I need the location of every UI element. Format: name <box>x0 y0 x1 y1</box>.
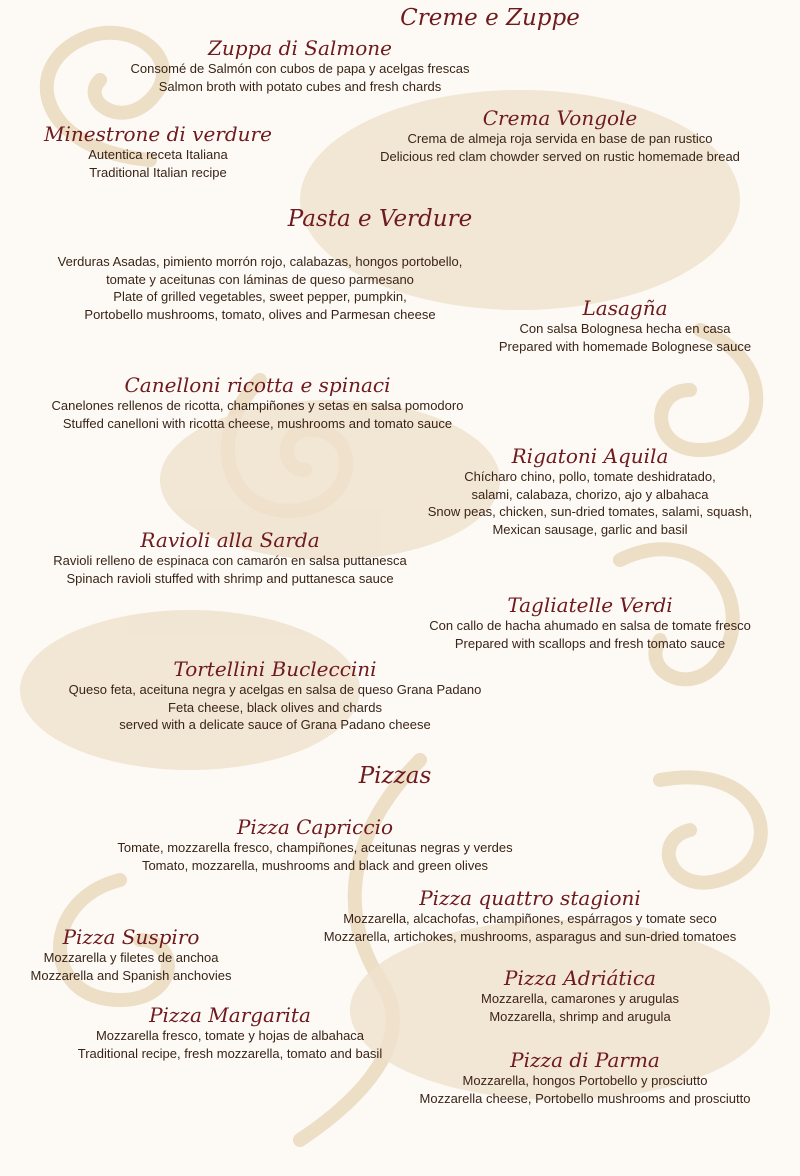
dish-rigatoni <box>400 444 780 538</box>
dish-desc-es: Chícharo chino, pollo, tomate deshidratado, <box>464 469 716 484</box>
dish-name: Pizza Suspiro <box>62 925 200 949</box>
dish-name: Pizza di Parma <box>510 1048 660 1072</box>
dish-lasagna <box>460 296 790 355</box>
dish-desc-es: Con salsa Bolognesa hecha en casa <box>519 321 731 336</box>
dish-desc-en: Mozzarella, shrimp and arugula <box>489 1008 671 1024</box>
dish-adriatica <box>455 966 705 1025</box>
dish-name: Pizza Adriática <box>504 966 656 990</box>
dish-desc-en: Plate of grilled vegetables, sweet pepper, pumpkin, <box>113 289 407 304</box>
dish-desc-en: Mozzarella and Spanish anchovies <box>30 967 232 983</box>
dish-name: Pizza Margarita <box>149 1003 311 1027</box>
dish-verdure <box>20 253 500 323</box>
dish-suspiro <box>8 925 254 984</box>
dish-crema-vongole <box>340 106 780 165</box>
dish-desc-es: Mozzarella y filetes de anchoa <box>43 950 219 965</box>
dish-desc-en: Snow peas, chicken, sun-dried tomates, salami, squash, <box>427 504 753 519</box>
dish-desc-es: Mozzarella, alcachofas, champiñones, espárragos y tomate seco <box>343 911 717 926</box>
dish-desc-en: Prepared with homemade Bolognese sauce <box>498 338 752 354</box>
dish-desc-en: Delicious red clam chowder served on rustic homemade bread <box>380 148 740 164</box>
dish-desc-es: Ravioli relleno de espinaca con camarón en salsa puttanesca <box>53 553 407 568</box>
dish-desc-es: Verduras Asadas, pimiento morrón rojo, calabazas, hongos portobello, <box>57 254 463 269</box>
dish-tagliatelle <box>395 593 785 652</box>
dish-quattro-stagioni <box>290 886 770 945</box>
section-title-pizzas: Pizzas <box>358 763 432 789</box>
dish-desc-en: Portobello mushrooms, tomato, olives and Parmesan cheese <box>84 306 436 322</box>
dish-ravioli <box>20 528 440 587</box>
dish-name: Tagliatelle Verdi <box>507 593 673 617</box>
dish-desc-es: Queso feta, aceituna negra y acelgas en salsa de queso Grana Padano <box>68 682 482 697</box>
dish-desc-en: served with a delicate sauce of Grana Padano cheese <box>119 717 431 732</box>
dish-desc-es: Con callo de hacha ahumado en salsa de tomate fresco <box>429 618 751 633</box>
dish-capriccio <box>80 815 550 874</box>
dish-desc-es: Consomé de Salmón con cubos de papa y acelgas frescas <box>130 61 470 76</box>
dish-desc-es: Crema de almeja roja servida en base de pan rustico <box>407 131 713 146</box>
dish-desc-es: Canelones rellenos de ricotta, champiñones y setas en salsa pomodoro <box>51 398 464 413</box>
dish-zuppa-salmone <box>60 36 540 95</box>
dish-desc-es: salami, calabaza, chorizo, ajo y albahaca <box>471 486 709 502</box>
dish-name: Ravioli alla Sarda <box>140 528 320 552</box>
dish-desc-en: Feta cheese, black olives and chards <box>168 699 382 715</box>
section-title-pasta: Pasta e Verdure <box>287 206 473 232</box>
dish-parma <box>390 1048 780 1107</box>
dish-desc-en: Salmon broth with potato cubes and fresh chards <box>158 78 442 94</box>
dish-desc-en: Traditional recipe, fresh mozzarella, tomato and basil <box>77 1045 383 1061</box>
dish-desc-es: Tomate, mozzarella fresco, champiñones, aceitunas negras y verdes <box>117 840 513 855</box>
dish-margarita <box>45 1003 415 1062</box>
dish-tortellini <box>30 657 520 734</box>
dish-desc-es: Mozzarella, camarones y arugulas <box>481 991 679 1006</box>
dish-desc-en: Traditional Italian recipe <box>89 164 227 180</box>
dish-desc-en: Spinach ravioli stuffed with shrimp and puttanesca sauce <box>66 570 394 586</box>
dish-name: Zuppa di Salmone <box>208 36 392 60</box>
dish-desc-es: tomate y aceitunas con láminas de queso parmesano <box>106 271 414 287</box>
dish-name: Lasagña <box>582 296 668 320</box>
section-title-creme: Creme e Zuppe <box>400 5 580 31</box>
dish-name: Minestrone di verdure <box>44 122 272 146</box>
dish-minestrone <box>20 122 296 181</box>
dish-canelloni <box>20 373 495 432</box>
dish-desc-en: Tomato, mozzarella, mushrooms and black and green olives <box>141 857 489 873</box>
dish-name: Pizza quattro stagioni <box>419 886 641 910</box>
dish-name: Pizza Capriccio <box>236 815 394 839</box>
dish-desc-en: Mozzarella, artichokes, mushrooms, asparagus and sun-dried tomatoes <box>323 928 737 944</box>
dish-name: Tortellini Bucleccini <box>173 657 377 681</box>
dish-name: Crema Vongole <box>482 106 638 130</box>
dish-name: Canelloni ricotta e spinaci <box>124 373 391 397</box>
swirl-bottom-right <box>660 777 761 882</box>
dish-desc-es: Mozzarella, hongos Portobello y prosciutto <box>462 1073 708 1088</box>
dish-desc-en: Mozzarella cheese, Portobello mushrooms and prosciutto <box>419 1090 751 1106</box>
dish-desc-en: Prepared with scallops and fresh tomato sauce <box>454 635 726 651</box>
dish-desc-en: Stuffed canelloni with ricotta cheese, mushrooms and tomato sauce <box>62 415 453 431</box>
dish-name: Rigatoni Aquila <box>511 444 669 468</box>
dish-desc-es: Autentica receta Italiana <box>88 147 228 162</box>
dish-desc-es: Mozzarella fresco, tomate y hojas de albahaca <box>95 1028 365 1043</box>
dish-desc-en: Mexican sausage, garlic and basil <box>492 521 688 537</box>
